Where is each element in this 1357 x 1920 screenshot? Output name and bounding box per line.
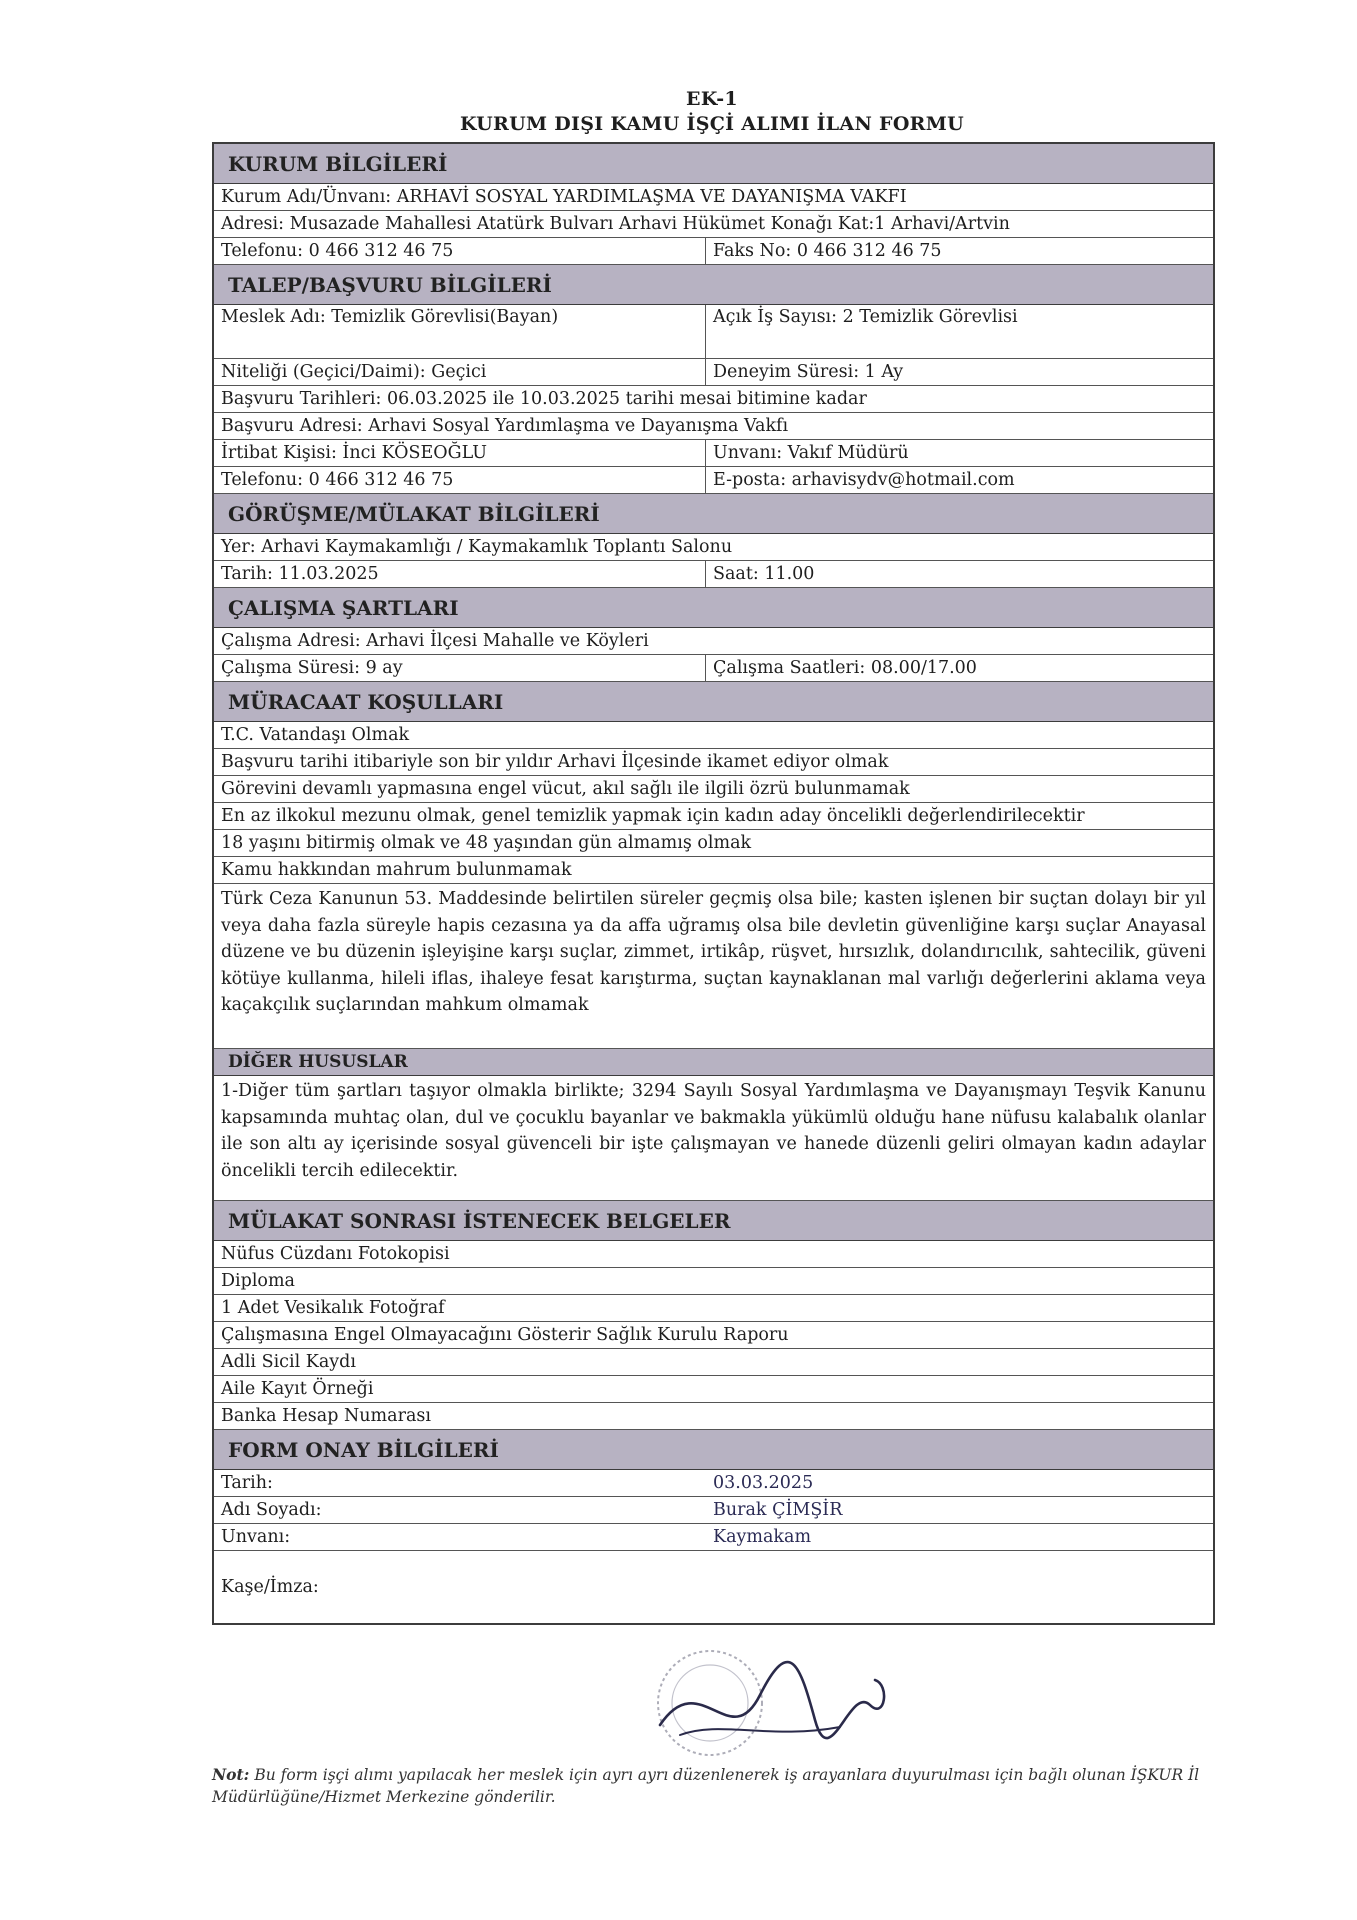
institution-fax: Faks No: 0 466 312 46 75: [713, 241, 942, 261]
form-row: [214, 1551, 1213, 1623]
note-label: Not:: [212, 1765, 250, 1784]
form-row: [214, 1524, 1213, 1551]
application-address: Başvuru Adresi: Arhavi Sosyal Yardımlaşma ve Dayanışma Vakfı: [221, 416, 789, 436]
condition-text: T.C. Vatandaşı Olmak: [221, 725, 410, 745]
form-row: [214, 386, 1213, 413]
document-text: Çalışmasına Engel Olmayacağını Gösterir Sağlık Kurulu Raporu: [221, 1325, 789, 1345]
form-row: [214, 238, 1213, 265]
form-row: [214, 359, 1213, 386]
document-text: Adli Sicil Kaydı: [221, 1352, 356, 1372]
list-item: [214, 1295, 1213, 1322]
work-duration: Çalışma Süresi: 9 ay: [214, 655, 706, 681]
form-row: [214, 628, 1213, 655]
approver-title-value: Kaymakam: [713, 1527, 812, 1547]
seal-signature-label: Kaşe/İmza:: [221, 1577, 319, 1597]
interview-date: Tarih: 11.03.2025: [214, 561, 706, 587]
interview-place: Yer: Arhavi Kaymakamlığı / Kaymakamlık Toplantı Salonu: [221, 537, 733, 557]
section-heading-other: DİĞER HUSUSLAR: [214, 1049, 1213, 1076]
contact-phone: Telefonu: 0 466 312 46 75: [214, 467, 706, 493]
condition-text: Başvuru tarihi itibariyle son bir yıldır Arhavi İlçesinde ikamet ediyor olmak: [221, 752, 889, 772]
approval-date-value: 03.03.2025: [713, 1473, 814, 1493]
form-row: [214, 534, 1213, 561]
list-item: [214, 1268, 1213, 1295]
form-title: KURUM DIŞI KAMU İŞÇİ ALIMI İLAN FORMU: [460, 113, 964, 135]
section-heading-application-conditions: MÜRACAAT KOŞULLARI: [214, 682, 1213, 722]
list-item: [214, 1403, 1213, 1430]
section-heading-kurum: KURUM BİLGİLERİ: [214, 144, 1213, 184]
contact-person: İrtibat Kişisi: İnci KÖSEOĞLU: [214, 440, 706, 466]
condition-text: 18 yaşını bitirmiş olmak ve 48 yaşından gün almamış olmak: [221, 833, 752, 853]
list-item: [214, 1376, 1213, 1403]
document-text: Banka Hesap Numarası: [221, 1406, 431, 1426]
document-text: Diploma: [221, 1271, 295, 1291]
institution-phone: Telefonu: 0 466 312 46 75: [214, 238, 706, 264]
institution-name: Kurum Adı/Ünvanı: ARHAVİ SOSYAL YARDIMLAŞMA VE DAYANIŞMA VAKFI: [221, 187, 907, 207]
document-text: 1 Adet Vesikalık Fotoğraf: [221, 1298, 445, 1318]
annex-label: EK-1: [686, 88, 738, 110]
form-row: [214, 1470, 1213, 1497]
form-row: [214, 467, 1213, 494]
form-row: [214, 413, 1213, 440]
document-text: Aile Kayıt Örneği: [221, 1379, 374, 1399]
condition-text: En az ilkokul mezunu olmak, genel temizlik yapmak için kadın aday öncelikli değerlendirilecektir: [221, 806, 1085, 826]
list-item: [214, 776, 1213, 803]
work-hours: Çalışma Saatleri: 08.00/17.00: [713, 658, 977, 678]
approval-date-label: Tarih:: [221, 1473, 273, 1493]
section-heading-interview: GÖRÜŞME/MÜLAKAT BİLGİLERİ: [214, 494, 1213, 534]
list-item: [214, 1349, 1213, 1376]
list-item: [214, 1322, 1213, 1349]
approver-name-value: Burak ÇİMŞİR: [713, 1500, 843, 1520]
announcement-form: [212, 142, 1215, 1625]
open-job-count: Açık İş Sayısı: 2 Temizlik Görevlisi: [713, 307, 1018, 327]
approver-title-label: Unvanı:: [221, 1527, 291, 1547]
form-row: [214, 655, 1213, 682]
job-nature: Niteliği (Geçici/Daimi): Geçici: [214, 359, 706, 385]
section-heading-documents: MÜLAKAT SONRASI İSTENECEK BELGELER: [214, 1201, 1213, 1241]
contact-title: Unvanı: Vakıf Müdürü: [713, 443, 909, 463]
profession-name: Meslek Adı: Temizlik Görevlisi(Bayan): [214, 305, 706, 358]
list-item: [214, 749, 1213, 776]
experience-duration: Deneyim Süresi: 1 Ay: [713, 362, 904, 382]
form-row: [214, 561, 1213, 588]
form-row: [214, 184, 1213, 211]
contact-email: E-posta: arhavisydv@hotmail.com: [713, 470, 1015, 490]
form-row: [214, 305, 1213, 359]
section-heading-approval: FORM ONAY BİLGİLERİ: [214, 1430, 1213, 1470]
application-dates: Başvuru Tarihleri: 06.03.2025 ile 10.03.2025 tarihi mesai bitimine kadar: [221, 389, 867, 409]
form-row: [214, 1497, 1213, 1524]
interview-time: Saat: 11.00: [713, 564, 815, 584]
criminal-record-condition: Türk Ceza Kanunun 53. Maddesinde belirtilen süreler geçmiş olsa bile; kasten işlenen bir suçtan dolayı bir yıl veya daha fazla süreyle hapis cezasına ya da affa uğramış olsa bile devletin güvenliğine karşı suçlar Anayasal düzene ve bu düzenin işleyişine karşı suçlar, zimmet, irtikâp, rüşvet, hırsızlık, dolandırıcılık, sahtecilik, güveni kötüye kullanma, hileli iflas, ihaleye fesat karıştırma, suçtan kaynaklanan mal varlığı değerlerini aklama veya kaçakçılık suçlarından mahkum olmamak: [214, 884, 1213, 1049]
institution-address: Adresi: Musazade Mahallesi Atatürk Bulvarı Arhavi Hükümet Konağı Kat:1 Arhavi/Artvin: [221, 214, 1010, 234]
footer-note: [212, 1764, 1215, 1808]
condition-text: Görevini devamlı yapmasına engel vücut, akıl sağlı ile ilgili özrü bulunmamak: [221, 779, 910, 799]
list-item: [214, 857, 1213, 884]
official-seal-signature: [640, 1625, 910, 1765]
list-item: [214, 830, 1213, 857]
section-heading-talep: TALEP/BAŞVURU BİLGİLERİ: [214, 265, 1213, 305]
work-address: Çalışma Adresi: Arhavi İlçesi Mahalle ve Köyleri: [221, 631, 649, 651]
form-row: [214, 211, 1213, 238]
note-text: Bu form işçi alımı yapılacak her meslek için ayrı ayrı düzenlenerek iş arayanlara duyurulması için bağlı olunan İŞKUR İl Müdürlüğüne/Hizmet Merkezine gönderilir.: [212, 1766, 1200, 1806]
list-item: [214, 722, 1213, 749]
list-item: [214, 1241, 1213, 1268]
form-row: [214, 440, 1213, 467]
document-text: Nüfus Cüzdanı Fotokopisi: [221, 1244, 450, 1264]
section-heading-working-conditions: ÇALIŞMA ŞARTLARI: [214, 588, 1213, 628]
condition-text: Kamu hakkından mahrum bulunmamak: [221, 860, 572, 880]
list-item: [214, 803, 1213, 830]
approver-name-label: Adı Soyadı:: [221, 1500, 322, 1520]
other-matters-text: 1-Diğer tüm şartları taşıyor olmakla birlikte; 3294 Sayılı Sosyal Yardımlaşma ve Dayanışmayı Teşvik Kanunu kapsamında muhtaç olan, dul ve çocuklu bayanlar ve bakmakla yükümlü olduğu hane nüfusu kalabalık olanlar ile son altı ay içerisinde sosyal güvenceli bir işte çalışmayan ve hanede düzenli geliri olmayan kadın adaylar öncelikli tercih edilecektir.: [214, 1076, 1213, 1201]
